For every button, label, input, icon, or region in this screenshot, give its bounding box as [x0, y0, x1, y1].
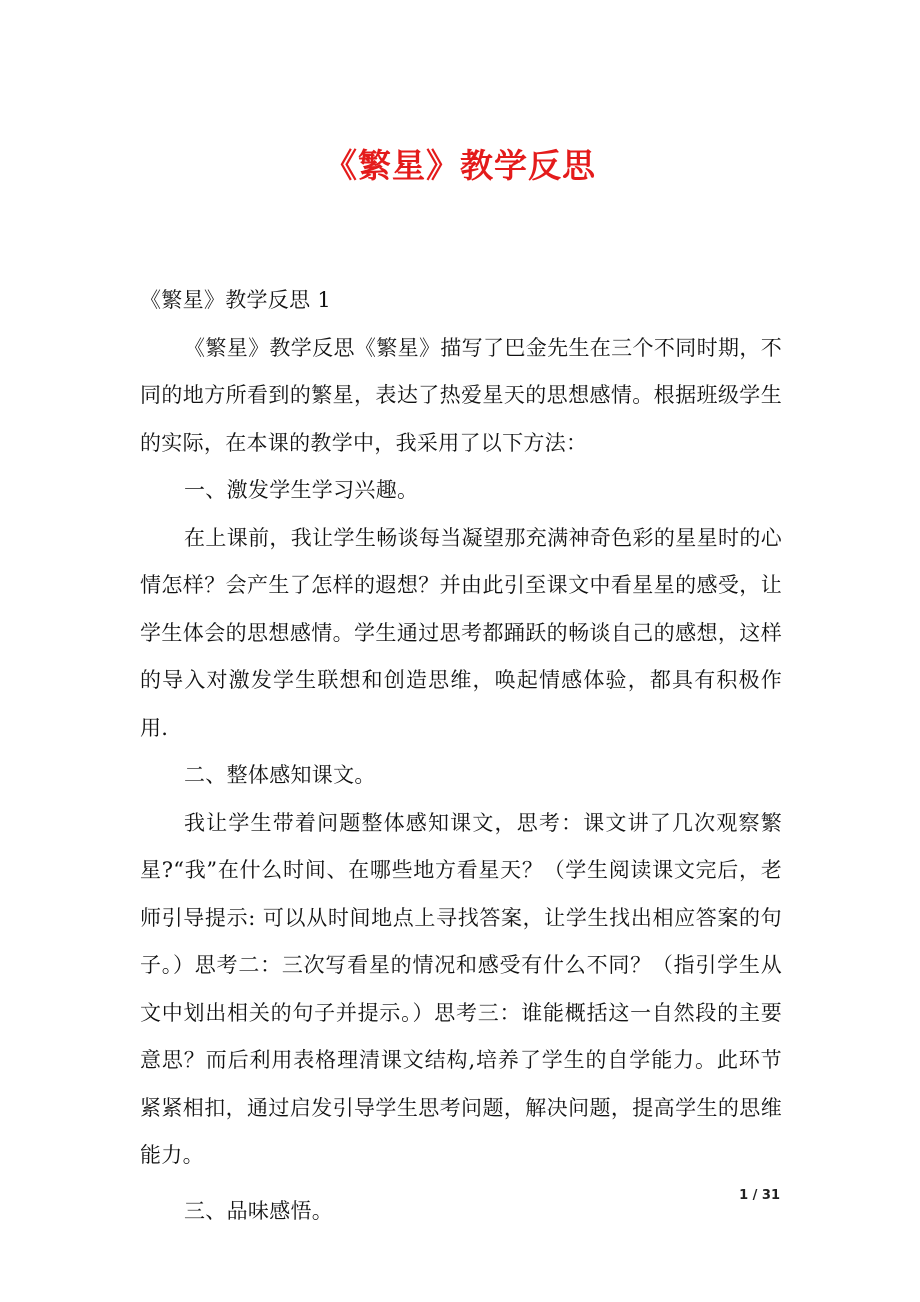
paragraph: 我让学生带着问题整体感知课文，思考：课文讲了几次观察繁星?“我”在什么时间、在哪些地方看星天？（学生阅读课文完后，老师引导提示: 可以从时间地点上寻找答案，让学生找出相应答案的句子。）思考二：三次写看星的情况和感受有什么不同？（指引学生从文中划出相关的句子并提示。）思考三：谁能概括这一自然段的主要意思？而后利用表格理清课文结构,培养了学生的自学能力。此环节紧紧相扣，通过启发引导学生思考问题，解决问题，提高学生的思维能力。: [140, 810, 782, 1167]
document-title: 《繁星》教学反思: [324, 146, 596, 185]
page-number: 1 / 31: [739, 1188, 780, 1203]
paragraph: 一、激发学生学习兴趣。: [184, 478, 419, 502]
paragraph: 三、品味感悟。: [184, 1198, 334, 1223]
paragraph: 《繁星》教学反思《繁星》描写了巴金先生在三个不同时期，不同的地方所看到的繁星，表达了热爱星天的思想感情。根据班级学生的实际，在本课的教学中，我采用了以下方法：: [140, 335, 782, 455]
section-heading: 《繁星》教学反思 1: [140, 288, 332, 312]
document-body: [140, 277, 782, 1235]
paragraph: 在上课前，我让学生畅谈每当凝望那充满神奇色彩的星星时的心情怎样？会产生了怎样的遐想？并由此引至课文中看星星的感受，让学生体会的思想感情。学生通过思考都踊跃的畅谈自己的感想，这样的导入对激发学生联想和创造思维，唤起情感体验，都具有积极作用.: [140, 525, 782, 740]
paragraph: 二、整体感知课文。: [184, 763, 376, 787]
